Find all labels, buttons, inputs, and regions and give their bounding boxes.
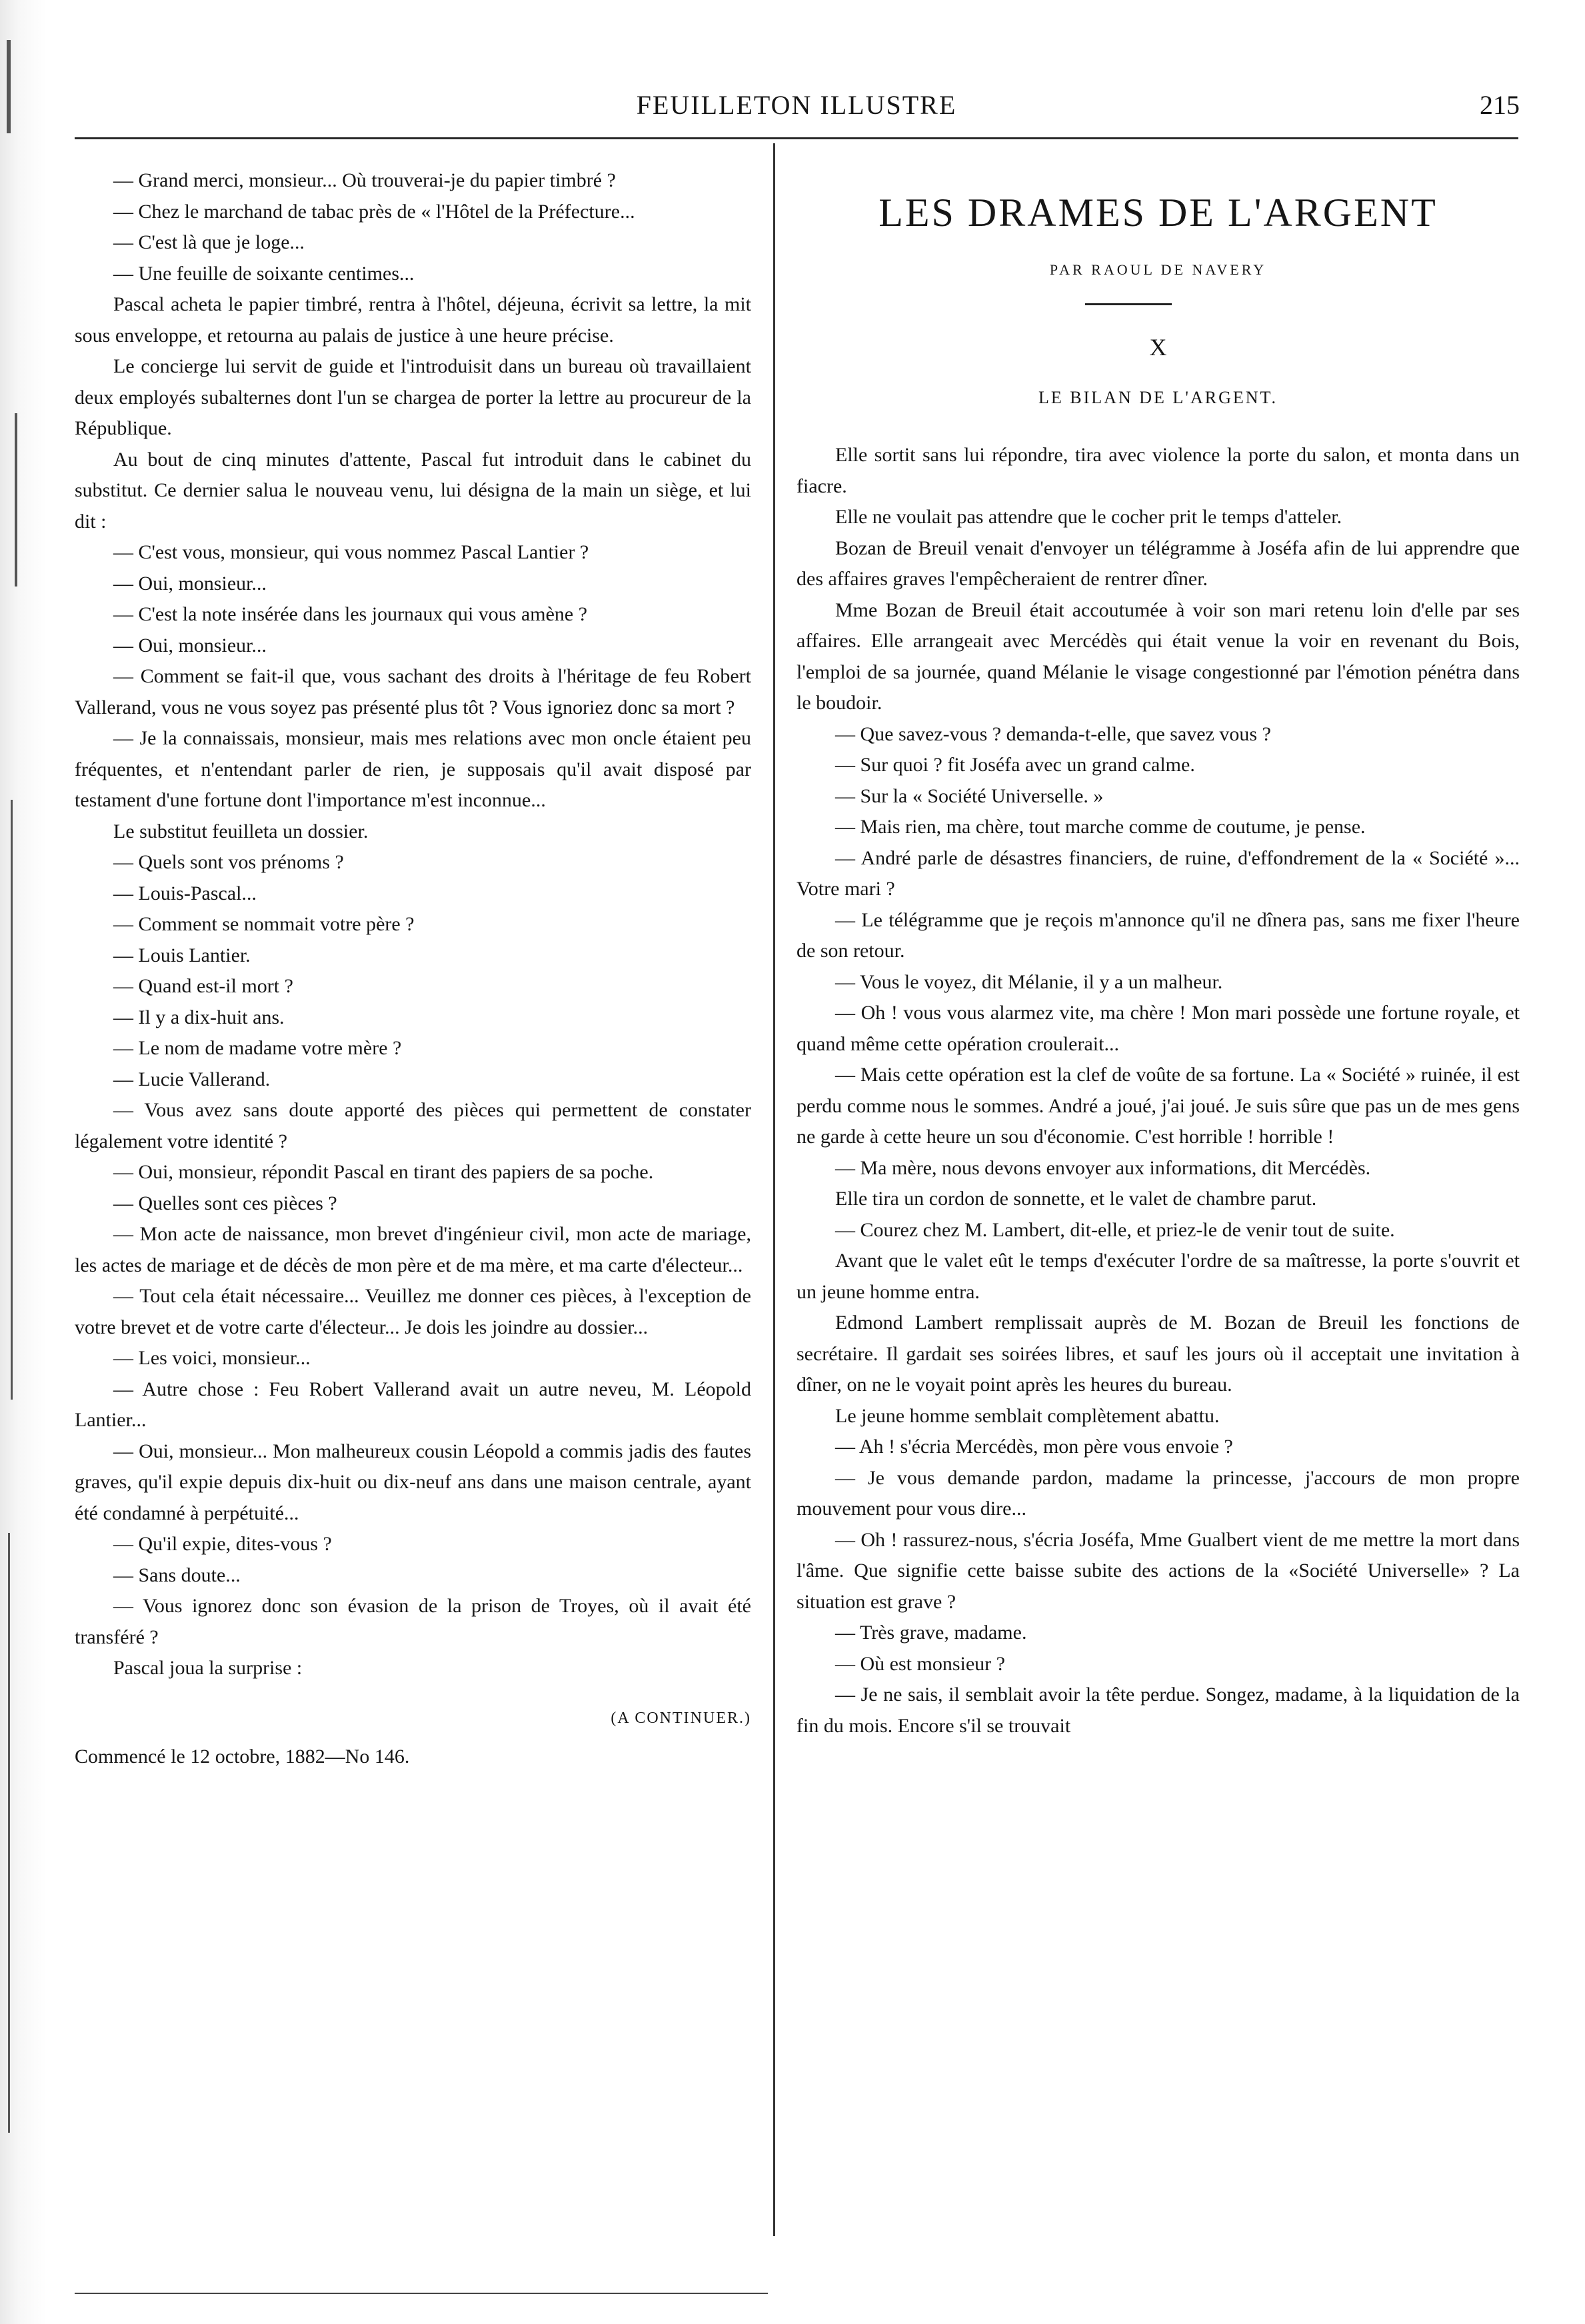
- paragraph: — Que savez-vous ? demanda-t-elle, que savez vous ?: [835, 722, 1271, 745]
- paragraph: — Comment se fait-il que, vous sachant des droits à l'héritage de feu Robert Vallerand, vous ne vous soyez pas présenté plus tôt ? Vous ignoriez donc sa mort ?: [75, 665, 751, 718]
- paragraph: — Oh ! vous vous alarmez vite, ma chère ! Mon mari possède une fortune royale, et quand même cette opération croulerait...: [796, 1002, 1520, 1055]
- paragraph: — Tout cela était nécessaire... Veuillez me donner ces pièces, à l'exception de votre brevet et de votre carte d'électeur... Je dois les joindre au dossier...: [75, 1285, 751, 1338]
- paragraph: — Qu'il expie, dites-vous ?: [113, 1533, 332, 1555]
- paragraph: — Je vous demande pardon, madame la princesse, j'accours de mon propre mouvement pour vous dire...: [796, 1466, 1520, 1520]
- chapter-number: X: [1149, 334, 1167, 361]
- paragraph: Avant que le valet eût le temps d'exécuter l'ordre de sa maîtresse, la porte s'ouvrit et un jeune homme entra.: [796, 1250, 1520, 1303]
- paragraph: — Mais cette opération est la clef de voûte de sa fortune. La « Société » ruinée, il est perdu comme nous le sommes. André a joué, j'ai joué. Je suis sûre que pas un de mes gens ne garde à cette heure un sou d'économie. C'est horrible ! horrible !: [796, 1064, 1520, 1148]
- paragraph: — Chez le marchand de tabac près de « l'Hôtel de la Préfecture...: [113, 200, 635, 223]
- paragraph: — André parle de désastres financiers, de ruine, d'effondrement de la « Société »... Votre mari ?: [796, 846, 1520, 900]
- paragraph: Edmond Lambert remplissait auprès de M. Bozan de Breuil les fonctions de secrétaire. Il gardait ses soirées libres, et sauf les jours où il acceptait une invitation à dîner, on ne le voyait point après les heures du bureau.: [796, 1312, 1520, 1396]
- paragraph: — Lucie Vallerand.: [113, 1068, 271, 1090]
- running-head: [73, 85, 1520, 125]
- paragraph: — Comment se nommait votre père ?: [113, 913, 415, 935]
- paragraph: — Le télégramme que je reçois m'annonce qu'il ne dînera pas, sans me fixer l'heure de son retour.: [796, 908, 1520, 962]
- paragraph: — Oui, monsieur...: [113, 572, 267, 594]
- paragraph: — C'est là que je loge...: [113, 231, 305, 253]
- paragraph: — Quand est-il mort ?: [113, 975, 293, 997]
- running-head-title: FEUILLETON ILLUSTRE: [636, 90, 957, 120]
- paragraph: — Sur quoi ? fit Joséfa avec un grand calme.: [835, 754, 1195, 776]
- paragraph: — C'est vous, monsieur, qui vous nommez Pascal Lantier ?: [113, 541, 589, 563]
- serial-start-note: Commencé le 12 octobre, 1882—No 146.: [75, 1745, 410, 1767]
- header-rule: [75, 137, 1518, 139]
- paragraph: Le substitut feuilleta un dossier.: [113, 820, 369, 842]
- paragraph: Le jeune homme semblait complètement abattu.: [835, 1404, 1220, 1427]
- paragraph: — Oh ! rassurez-nous, s'écria Joséfa, Mme Gualbert vient de me mettre la mort dans l'âme. Que signifie cette baisse subite des actions de la «Société Universelle» ? La situation est grave ?: [796, 1528, 1520, 1613]
- paragraph: — Très grave, madame.: [835, 1622, 1027, 1644]
- paragraph: Pascal acheta le papier timbré, rentra à l'hôtel, déjeuna, écrivit sa lettre, la mit sous enveloppe, et retourna au palais de justice à une heure précise.: [75, 293, 751, 347]
- paragraph: — Une feuille de soixante centimes...: [113, 262, 415, 285]
- chapter-title: LE BILAN DE L'ARGENT.: [1038, 388, 1278, 407]
- paragraph: — Quelles sont ces pièces ?: [113, 1192, 337, 1214]
- paragraph: — Oui, monsieur... Mon malheureux cousin Léopold a commis jadis des fautes graves, qu'il expie depuis dix-huit ou dix-neuf ans dans une maison centrale, ayant été condamné à perpétuité...: [75, 1440, 751, 1524]
- paragraph: — Oui, monsieur...: [113, 634, 267, 656]
- paragraph: — Oui, monsieur, répondit Pascal en tirant des papiers de sa poche.: [113, 1161, 654, 1183]
- spine-mark: [8, 1533, 10, 2133]
- paragraph: — Mon acte de naissance, mon brevet d'ingénieur civil, mon acte de mariage, les actes de mariage et de décès de mon père et de ma mère, et ma carte d'électeur...: [75, 1223, 751, 1276]
- paragraph: — Sans doute...: [113, 1564, 241, 1586]
- page-number: 215: [1480, 90, 1520, 120]
- paragraph: Au bout de cinq minutes d'attente, Pascal fut introduit dans le cabinet du substitut. Ce dernier salua le nouveau venu, lui désigna de la main un siège, et lui dit :: [75, 448, 751, 533]
- spine-mark: [7, 40, 11, 133]
- paragraph: — Je ne sais, il semblait avoir la tête perdue. Songez, madame, à la liquidation de la fin du mois. Encore s'il se trouvait: [796, 1684, 1520, 1737]
- paragraph: Mme Bozan de Breuil était accoutumée à voir son mari retenu loin d'elle par ses affaires. Elle arrangeait avec Mercédès qui était venue la voir en revenant du Bois, l'emploi de sa journée, quand Mélanie le visage congestionné par l'émotion pénétra dans le boudoir.: [796, 598, 1520, 714]
- paragraph: — Les voici, monsieur...: [113, 1347, 311, 1369]
- paragraph: — Louis Lantier.: [113, 944, 251, 966]
- paragraph: Bozan de Breuil venait d'envoyer un télégramme à Joséfa afin de lui apprendre que des affaires graves l'empêcheraient de rentrer dîner.: [796, 537, 1520, 590]
- paragraph: Elle sortit sans lui répondre, tira avec violence la porte du salon, et monta dans un fiacre.: [796, 444, 1520, 497]
- paragraph: — Je la connaissais, monsieur, mais mes relations avec mon oncle étaient peu fréquentes, et n'entendant parler de rien, je supposais qu'il avait disposé par testament d'une fortune dont l'importance m'est inconnue...: [75, 727, 751, 811]
- paragraph: — Vous ignorez donc son évasion de la prison de Troyes, où il avait été transféré ?: [75, 1595, 751, 1648]
- column-divider: [773, 143, 775, 2236]
- binding-edge: [0, 0, 47, 2324]
- bottom-rule: [75, 2293, 768, 2294]
- paragraph: Pascal joua la surprise :: [113, 1657, 303, 1679]
- left-column: [75, 165, 751, 1773]
- paragraph: Elle tira un cordon de sonnette, et le valet de chambre parut.: [835, 1188, 1317, 1210]
- spine-mark: [15, 413, 17, 586]
- paragraph: — Sur la « Société Universelle. »: [835, 784, 1104, 807]
- right-column: [796, 440, 1520, 1742]
- paragraph: — Grand merci, monsieur... Où trouverai-je du papier timbré ?: [113, 169, 616, 191]
- continuation-note: (A CONTINUER.): [611, 1709, 751, 1727]
- paragraph: — Mais rien, ma chère, tout marche comme de coutume, je pense.: [835, 816, 1366, 838]
- paragraph: — Où est monsieur ?: [835, 1652, 1005, 1675]
- byline: PAR RAOUL DE NAVERY: [1049, 261, 1267, 278]
- paragraph: Elle ne voulait pas attendre que le cocher prit le temps d'atteler.: [835, 506, 1342, 528]
- paragraph: — Vous le voyez, dit Mélanie, il y a un malheur.: [835, 970, 1223, 993]
- paragraph: — Il y a dix-huit ans.: [113, 1006, 285, 1028]
- paragraph: — Quels sont vos prénoms ?: [113, 851, 344, 873]
- spine-mark: [11, 800, 13, 1400]
- title-rule: [1085, 303, 1172, 305]
- paragraph: Le concierge lui servit de guide et l'introduisit dans un bureau où travaillaient deux employés subalternes dont l'un se chargea de porter la lettre au procureur de la République.: [75, 355, 751, 439]
- paragraph: — Ah ! s'écria Mercédès, mon père vous envoie ?: [835, 1436, 1233, 1458]
- paragraph: — Louis-Pascal...: [113, 882, 257, 904]
- paragraph: — Le nom de madame votre mère ?: [113, 1037, 402, 1059]
- paragraph: — Vous avez sans doute apporté des pièces qui permettent de constater légalement votre identité ?: [75, 1099, 751, 1152]
- story-title: LES DRAMES DE L'ARGENT: [878, 191, 1438, 235]
- paragraph: — Ma mère, nous devons envoyer aux informations, dit Mercédès.: [835, 1156, 1371, 1179]
- paragraph: — Autre chose : Feu Robert Vallerand avait un autre neveu, M. Léopold Lantier...: [75, 1378, 751, 1431]
- paragraph: — Courez chez M. Lambert, dit-elle, et priez-le de venir tout de suite.: [835, 1218, 1395, 1241]
- paragraph: — C'est la note insérée dans les journaux qui vous amène ?: [113, 603, 588, 625]
